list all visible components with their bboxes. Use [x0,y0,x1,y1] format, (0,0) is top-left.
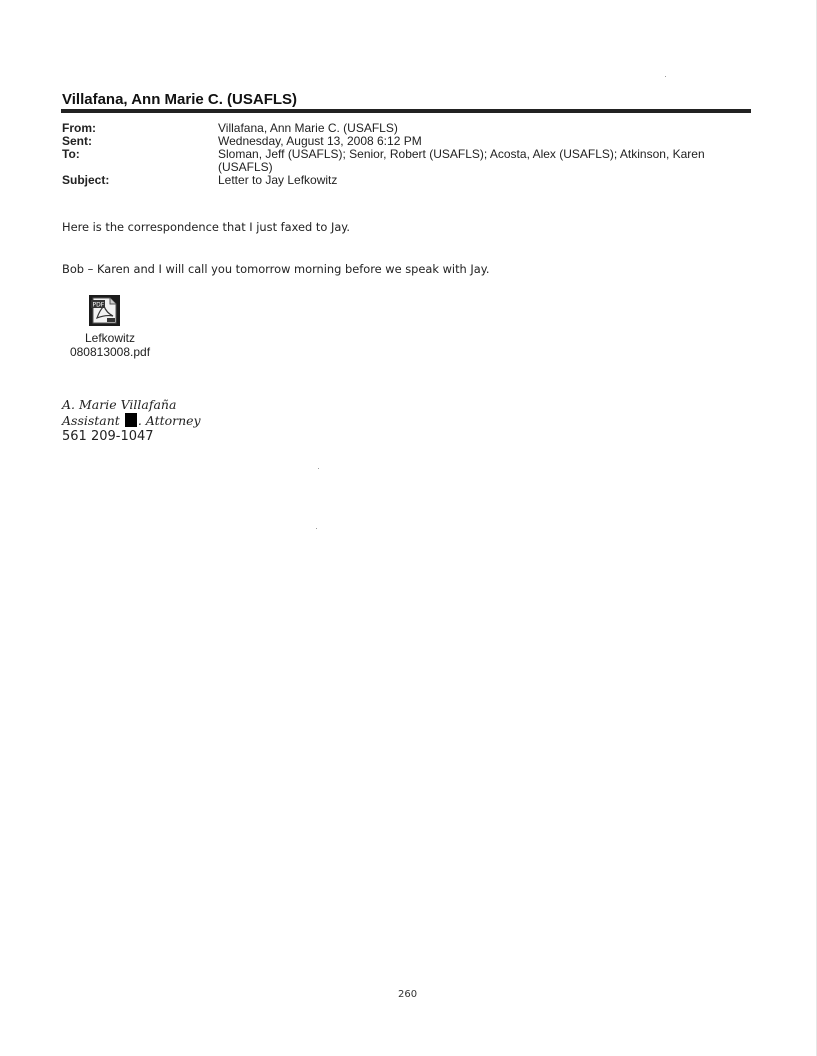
from-label: From: [62,121,96,135]
redaction-box [125,413,137,427]
to-value [218,148,758,174]
to-label: To: [62,147,80,161]
signature-block [62,397,201,429]
attachment-name-line-2: 080813008.pdf [69,345,151,359]
from-value: Villafana, Ann Marie C. (USAFLS) [218,121,398,135]
scan-speck [665,76,666,77]
scan-speck [318,468,319,469]
header-divider [61,109,751,113]
signature-title-prefix: Assistant [62,413,120,428]
signature-title-suffix: . Attorney [137,413,201,428]
header-subject-row [62,174,758,187]
mailbox-owner-title: Villafana, Ann Marie C. (USAFLS) [62,91,298,108]
sent-label: Sent: [62,134,92,148]
body-paragraph-2: Bob – Karen and I will call you tomorrow morning before we speak with Jay. [62,262,490,276]
header-to-row [62,148,758,174]
page-number: 260 [398,989,418,1000]
signature-phone: 561 209-1047 [62,429,154,444]
svg-text:PDF: PDF [92,301,104,309]
sent-value: Wednesday, August 13, 2008 6:12 PM [218,134,422,148]
to-value-line-2: (USAFLS) [218,160,273,174]
body-paragraph-1: Here is the correspondence that I just faxed to Jay. [62,220,351,234]
pdf-attachment[interactable] [62,294,158,359]
signature-title [62,413,201,429]
email-header [62,122,758,187]
scan-speck [316,528,317,529]
signature-name: A. Marie Villafaña [62,397,177,412]
to-value-line-1: Sloman, Jeff (USAFLS); Senior, Robert (USAFLS); Acosta, Alex (USAFLS); Atkinson, Karen [218,147,705,161]
pdf-file-icon [88,294,121,327]
attachment-name-line-1: Lefkowitz [84,331,136,345]
subject-value: Letter to Jay Lefkowitz [218,173,338,187]
subject-label: Subject: [62,173,110,187]
